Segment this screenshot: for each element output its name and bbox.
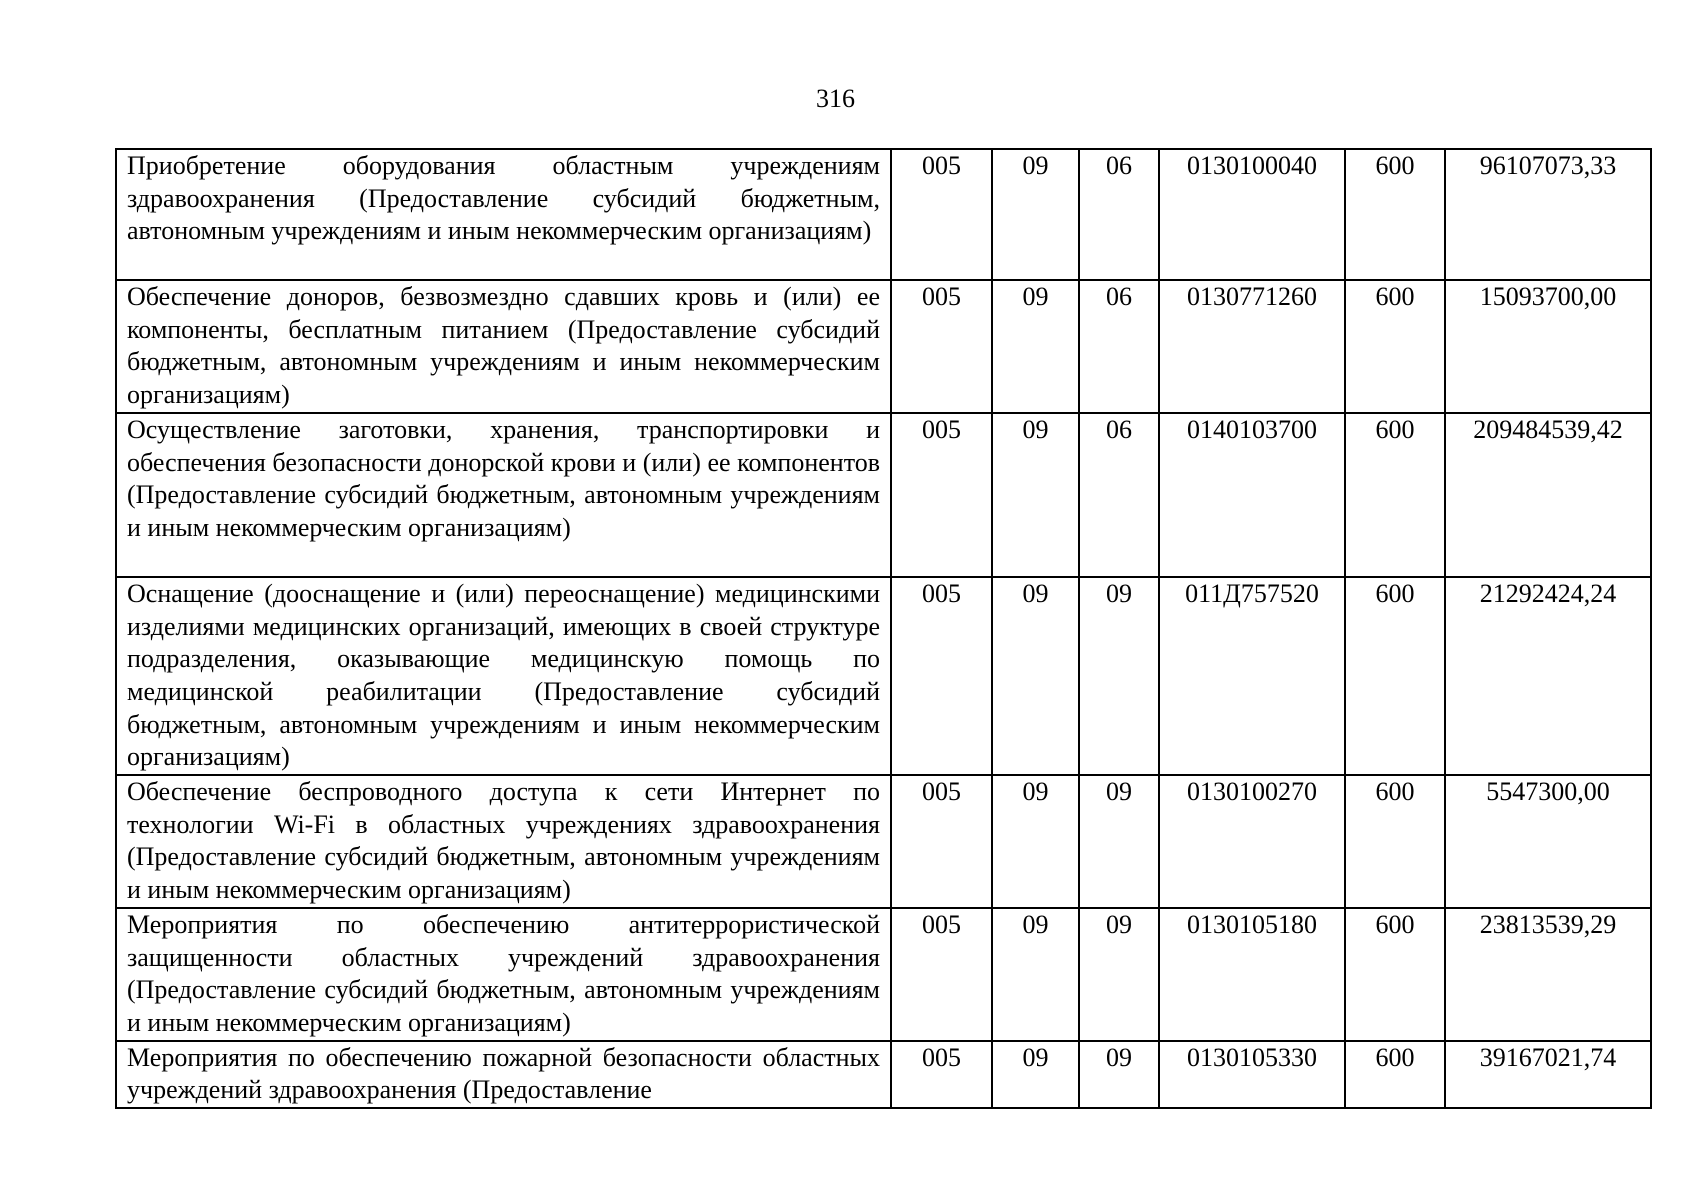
- row-section-code: 09: [992, 577, 1079, 775]
- budget-table: [115, 148, 1652, 1109]
- row-section-code: 09: [992, 413, 1079, 577]
- row-ministry-code: 005: [891, 149, 992, 280]
- row-section-code: 09: [992, 280, 1079, 413]
- row-description: Мероприятия по обеспечению пожарной безопасности областных учреждений здравоохранения (Предоставление: [116, 1041, 891, 1108]
- row-ministry-code: 005: [891, 413, 992, 577]
- row-subsection-code: 06: [1079, 413, 1159, 577]
- row-expense-type: 600: [1345, 1041, 1445, 1108]
- row-description: Обеспечение доноров, безвозмездно сдавших кровь и (или) ее компоненты, бесплатным питанием (Предоставление субсидий бюджетным, автономным учреждениям и иным некоммерческим организациям): [116, 280, 891, 413]
- row-amount: 96107073,33: [1445, 149, 1651, 280]
- row-subsection-code: 09: [1079, 577, 1159, 775]
- row-amount: 23813539,29: [1445, 908, 1651, 1041]
- row-section-code: 09: [992, 149, 1079, 280]
- table-row: [116, 149, 1651, 280]
- row-description: Осуществление заготовки, хранения, транспортировки и обеспечения безопасности донорской крови и (или) ее компонентов (Предоставление субсидий бюджетным, автономным учреждениям и иным некоммерческим организациям): [116, 413, 891, 577]
- page-number-text: 316: [816, 84, 855, 113]
- row-description: Мероприятия по обеспечению антитеррористической защищенности областных учреждений здравоохранения (Предоставление субсидий бюджетным, автономным учреждениям и иным некоммерческим организациям): [116, 908, 891, 1041]
- row-expense-type: 600: [1345, 280, 1445, 413]
- row-expense-type: 600: [1345, 908, 1445, 1041]
- row-amount: 21292424,24: [1445, 577, 1651, 775]
- row-target-article: 0130105330: [1159, 1041, 1345, 1108]
- row-amount: 209484539,42: [1445, 413, 1651, 577]
- page-number: [0, 84, 1697, 114]
- row-section-code: 09: [992, 908, 1079, 1041]
- row-ministry-code: 005: [891, 775, 992, 908]
- row-ministry-code: 005: [891, 280, 992, 413]
- row-description: Приобретение оборудования областным учреждениям здравоохранения (Предоставление субсидий бюджетным, автономным учреждениям и иным некоммерческим организациям): [116, 149, 891, 280]
- row-expense-type: 600: [1345, 149, 1445, 280]
- row-expense-type: 600: [1345, 775, 1445, 908]
- row-amount: 39167021,74: [1445, 1041, 1651, 1108]
- table-row: [116, 280, 1651, 413]
- table-body: [116, 149, 1651, 1108]
- table-row: [116, 413, 1651, 577]
- row-subsection-code: 09: [1079, 908, 1159, 1041]
- row-amount: 5547300,00: [1445, 775, 1651, 908]
- row-ministry-code: 005: [891, 908, 992, 1041]
- table-row: [116, 908, 1651, 1041]
- row-target-article: 0130100270: [1159, 775, 1345, 908]
- row-subsection-code: 06: [1079, 280, 1159, 413]
- row-expense-type: 600: [1345, 577, 1445, 775]
- row-subsection-code: 09: [1079, 775, 1159, 908]
- row-amount: 15093700,00: [1445, 280, 1651, 413]
- row-section-code: 09: [992, 775, 1079, 908]
- table-row: [116, 577, 1651, 775]
- row-subsection-code: 09: [1079, 1041, 1159, 1108]
- row-ministry-code: 005: [891, 577, 992, 775]
- row-ministry-code: 005: [891, 1041, 992, 1108]
- row-target-article: 011Д757520: [1159, 577, 1345, 775]
- row-description: Оснащение (дооснащение и (или) переоснащение) медицинскими изделиями медицинских организаций, имеющих в своей структуре подразделения, оказывающие медицинскую помощь по медицинской реабилитации (Предоставление субсидий бюджетным, автономным учреждениям и иным некоммерческим организациям): [116, 577, 891, 775]
- row-section-code: 09: [992, 1041, 1079, 1108]
- row-description: Обеспечение беспроводного доступа к сети Интернет по технологии Wi-Fi в областных учреждениях здравоохранения (Предоставление субсидий бюджетным, автономным учреждениям и иным некоммерческим организациям): [116, 775, 891, 908]
- row-target-article: 0130771260: [1159, 280, 1345, 413]
- table-row: [116, 775, 1651, 908]
- row-subsection-code: 06: [1079, 149, 1159, 280]
- row-target-article: 0130105180: [1159, 908, 1345, 1041]
- table-row: [116, 1041, 1651, 1108]
- row-expense-type: 600: [1345, 413, 1445, 577]
- row-target-article: 0130100040: [1159, 149, 1345, 280]
- row-target-article: 0140103700: [1159, 413, 1345, 577]
